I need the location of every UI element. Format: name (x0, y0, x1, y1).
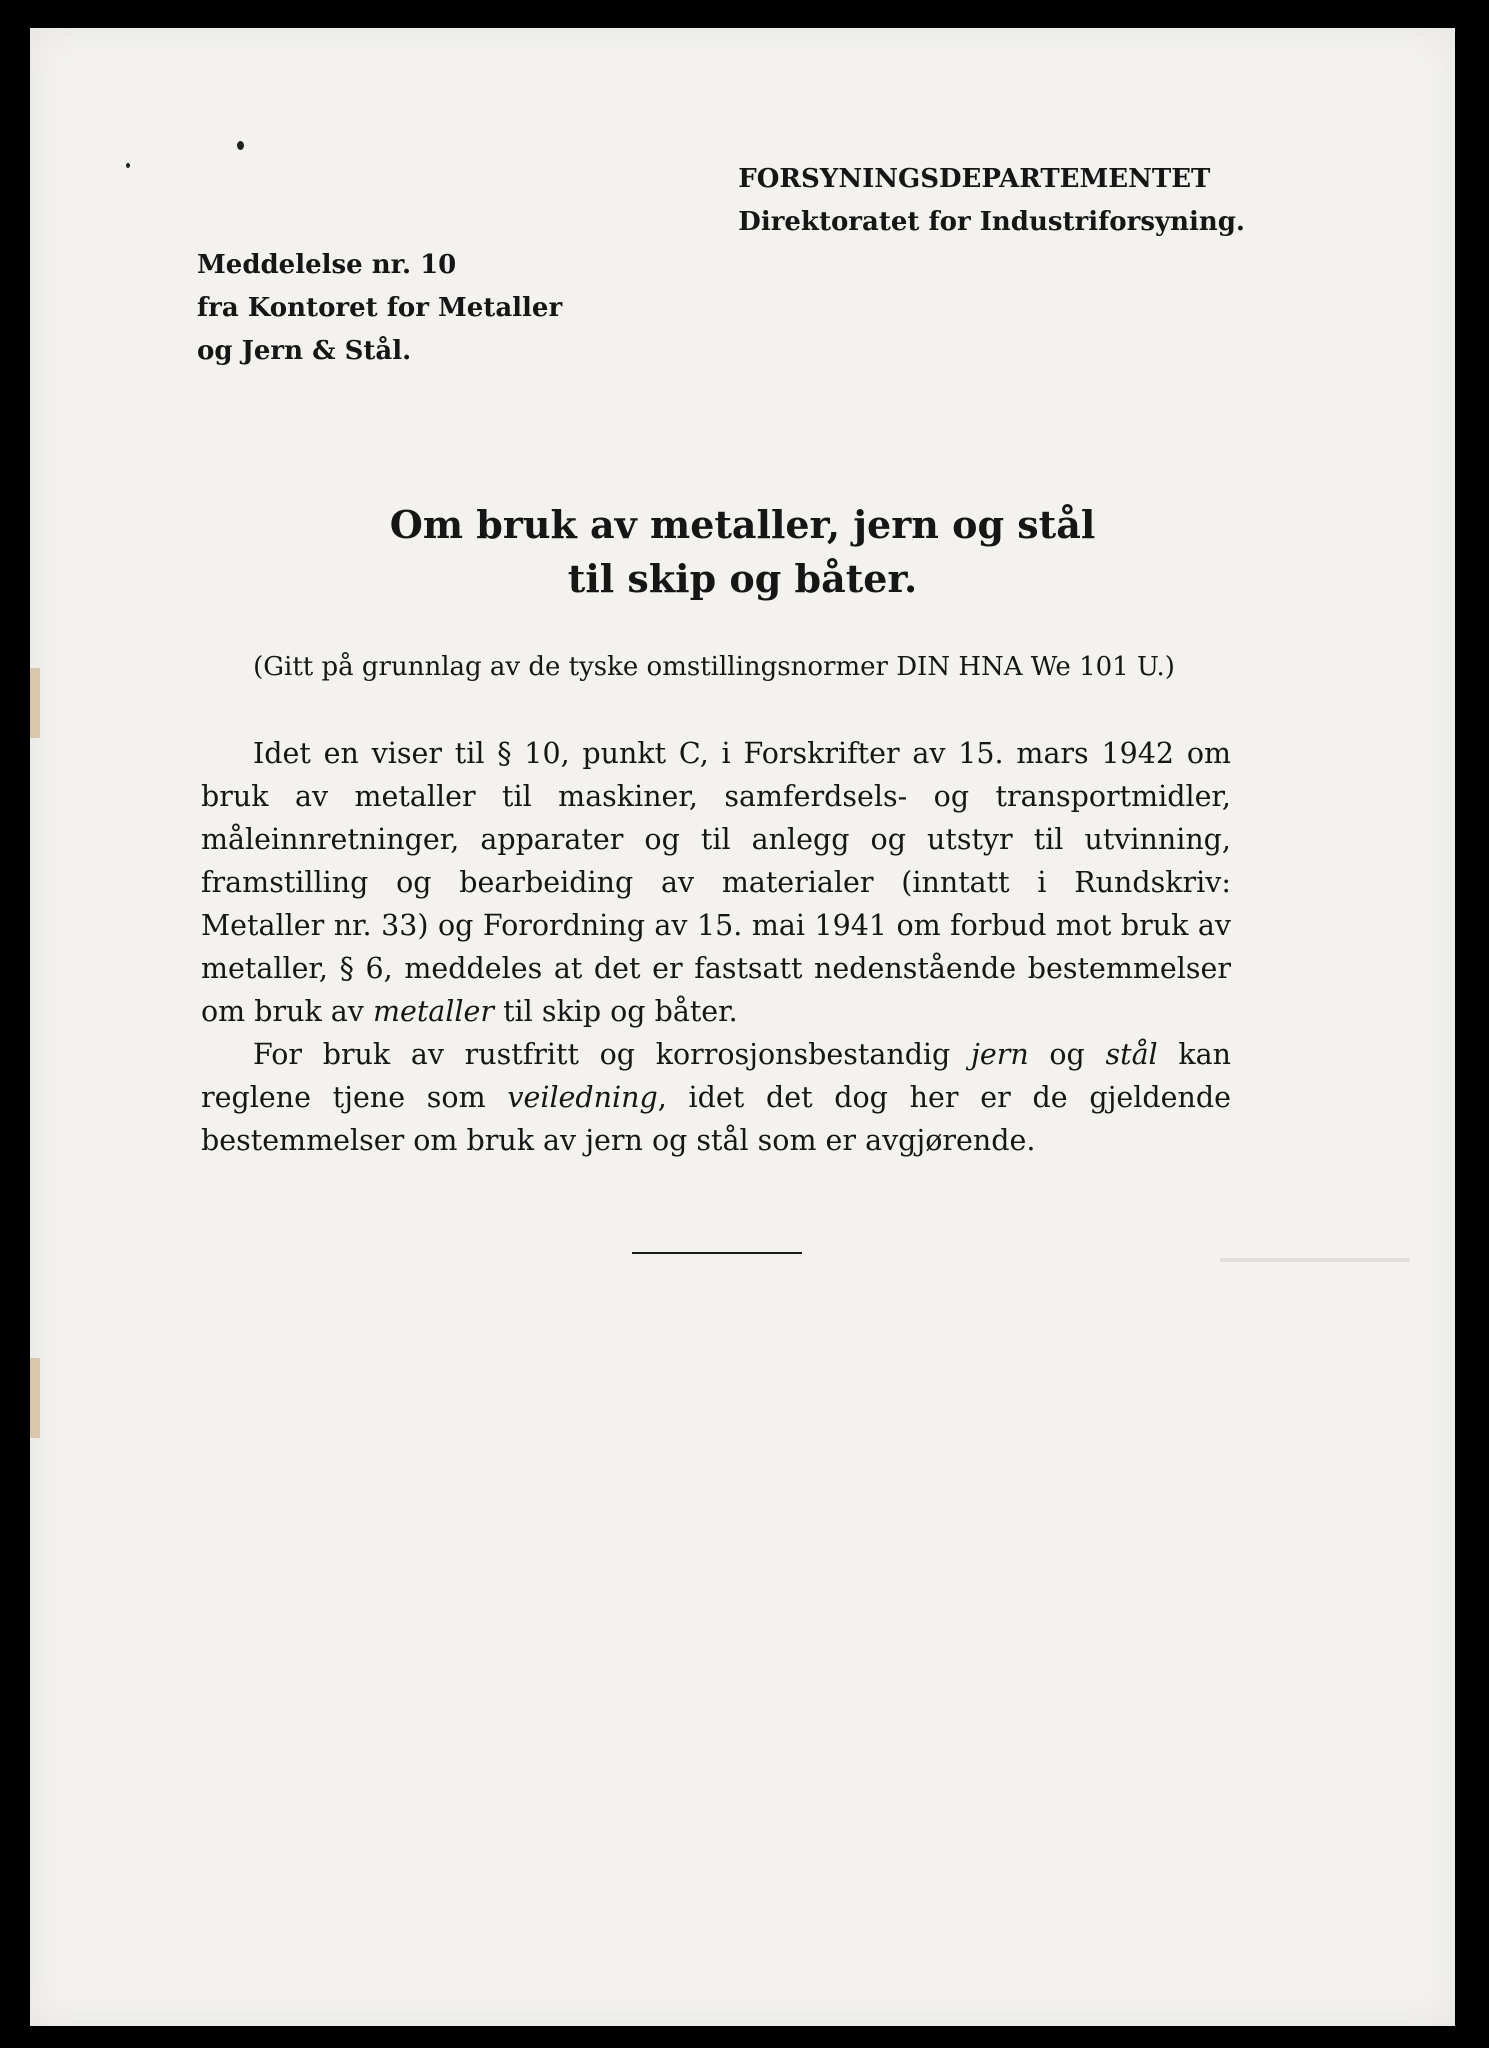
edge-stain (30, 1358, 40, 1438)
paragraph-2-emphasis-stal: stål (1105, 1038, 1158, 1071)
department-name: FORSYNINGSDEPARTEMENTET (738, 164, 1211, 194)
paragraph-1 (201, 732, 1231, 1033)
paragraph-2-text-c: kan reglene tjene som (201, 1038, 1231, 1114)
punch-dot (126, 163, 130, 168)
title-line-1: Om bruk av metaller, jern og stål (389, 502, 1096, 547)
notice-office: fra Kontoret for Metaller (197, 293, 563, 323)
show-through-mark (1220, 1258, 1410, 1262)
paragraph-2 (201, 1033, 1231, 1162)
paragraph-2-text-d: , idet det dog her er de gjeldende bestemmelser om bruk av jern og stål som er avgjørende. (201, 1081, 1231, 1157)
paragraph-2-text-a: For bruk av rustfritt og korrosjonsbestandig (253, 1038, 971, 1071)
directorate-name: Direktoratet for Industriforsyning. (738, 207, 1245, 237)
notice-number: Meddelelse nr. 10 (197, 250, 457, 280)
paragraph-2-text-b: og (1028, 1038, 1106, 1071)
notice-office-cont: og Jern & Stål. (197, 336, 412, 366)
body-text (201, 732, 1231, 1162)
section-divider (632, 1252, 802, 1254)
paragraph-1-text: Idet en viser til § 10, punkt C, i Forskrifter av 15. mars 1942 om bruk av metaller til maskiner, samferdsels- og transportmidler, måleinnretninger, apparater og til anlegg og utstyr til utvinning, framstilling og bearbeiding av materialer (inntatt i Rundskriv: Metaller nr. 33) og Forordning av 15. mai 1941 om forbud mot bruk av metaller, § 6, meddeles at det er fastsatt nedenstående bestemmelser om bruk av (201, 737, 1231, 1028)
document-page (30, 28, 1455, 2026)
paragraph-2-emphasis-jern: jern (971, 1038, 1029, 1071)
department-header (738, 158, 1245, 244)
document-title (30, 498, 1455, 606)
punch-dot (237, 141, 244, 150)
paragraph-2-emphasis-veiledning: veiledning (507, 1081, 658, 1114)
notice-header (197, 244, 562, 373)
paragraph-1-emphasis: metaller (372, 995, 495, 1028)
document-subtitle: (Gitt på grunnlag av de tyske omstillingsnormer DIN HNA We 101 U.) (253, 652, 1175, 682)
paragraph-1-end: til skip og båter. (494, 995, 738, 1028)
edge-stain (30, 668, 40, 738)
title-line-2: til skip og båter. (567, 556, 918, 601)
